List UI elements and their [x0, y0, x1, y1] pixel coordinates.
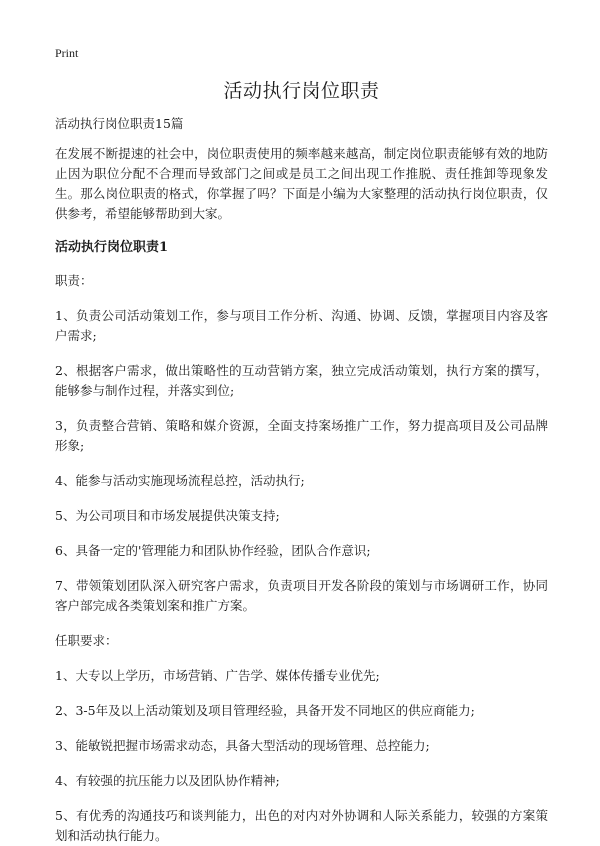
- duty-item: 1、负责公司活动策划工作，参与项目工作分析、沟通、协调、反馈，掌握项目内容及客户需求;: [55, 308, 548, 343]
- document-title: 活动执行岗位职责: [223, 80, 380, 102]
- section-heading: 活动执行岗位职责1: [55, 240, 169, 255]
- requirement-item: 3、能敏锐把握市场需求动态，具备大型活动的现场管理、总控能力;: [55, 738, 430, 753]
- intro-paragraph: 在发展不断提速的社会中，岗位职责使用的频率越来越高，制定岗位职责能够有效的地防止因为职位分配不合理而导致部门之间或是员工之间出现工作推脱、责任推卸等现象发生。那么岗位职责的格式，你掌握了吗？下面是小编为大家整理的活动执行岗位职责，仅供参考，希望能够帮助到大家。: [55, 146, 548, 221]
- requirement-item: 1、大专以上学历，市场营销、广告学、媒体传播专业优先;: [55, 668, 380, 683]
- duty-item: 6、具备一定的'管理能力和团队协作经验，团队合作意识;: [55, 543, 371, 558]
- duties-label: 职责：: [55, 273, 93, 288]
- print-label: Print: [55, 46, 79, 60]
- duty-item: 5、为公司项目和市场发展提供决策支持;: [55, 508, 280, 523]
- document-subtitle: 活动执行岗位职责15篇: [55, 116, 184, 131]
- duty-item: 7、带领策划团队深入研究客户需求，负责项目开发各阶段的策划与市场调研工作，协同客户部完成各类策划案和推广方案。: [55, 578, 548, 613]
- requirements-label: 任职要求：: [55, 633, 118, 648]
- duty-item: 2、根据客户需求，做出策略性的互动营销方案，独立完成活动策划，执行方案的撰写，能够参与制作过程，并落实到位;: [55, 363, 548, 398]
- requirement-item: 2、3-5年及以上活动策划及项目管理经验，具备开发不同地区的供应商能力;: [55, 703, 475, 718]
- requirement-item: 5、有优秀的沟通技巧和谈判能力，出色的对内对外协调和人际关系能力，较强的方案策划和活动执行能力。: [55, 808, 548, 843]
- duty-item: 3，负责整合营销、策略和媒介资源，全面支持案场推广工作，努力提高项目及公司品牌形象;: [55, 418, 548, 453]
- duty-item: 4、能参与活动实施现场流程总控，活动执行;: [55, 473, 305, 488]
- requirement-item: 4、有较强的抗压能力以及团队协作精神;: [55, 773, 280, 788]
